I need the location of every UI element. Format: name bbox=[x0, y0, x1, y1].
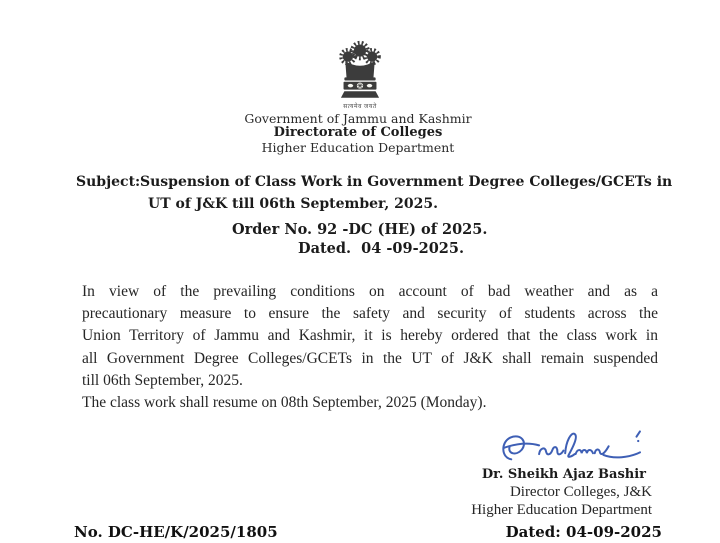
header-directorate-line: Directorate of Colleges bbox=[273, 125, 443, 140]
header-government-line: Government of Jammu and Kashmir bbox=[244, 111, 472, 126]
reference-number: No. DC-HE/K/2025/1805 bbox=[74, 523, 278, 541]
body-line: Union Territory of Jammu and Kashmir, it is hereby ordered that the class work in bbox=[82, 327, 658, 345]
signatory-title: Director Colleges, J&K bbox=[509, 484, 652, 500]
subject-block bbox=[76, 171, 673, 215]
order-number-block bbox=[232, 220, 487, 258]
order-date-line: Dated. 04 -09-2025. bbox=[298, 240, 465, 257]
national-emblem bbox=[0, 40, 720, 106]
ashoka-lion-capital-icon bbox=[334, 40, 386, 101]
subject-label: Subject: bbox=[76, 174, 141, 190]
body-line: precautionary measure to ensure the safety and security of students across the bbox=[82, 305, 658, 323]
header-department-line: Higher Education Department bbox=[261, 140, 455, 155]
body-line: all Government Degree Colleges/GCETs in the UT of J&K shall remain suspended bbox=[82, 349, 658, 367]
order-number-line: Order No. 92 -DC (HE) of 2025. bbox=[232, 221, 488, 238]
signature-block bbox=[392, 428, 652, 519]
signatory-name: Dr. Sheikh Ajaz Bashir bbox=[481, 467, 646, 482]
subject-text bbox=[140, 171, 673, 215]
signatory-department: Higher Education Department bbox=[471, 502, 652, 518]
body-paragraph-1 bbox=[82, 281, 658, 392]
body-paragraph-2: The class work shall resume on 08th September, 2025 (Monday). bbox=[82, 394, 487, 411]
footer-date: Dated: 04-09-2025 bbox=[505, 523, 662, 541]
satyameva-jayate-motto: सत्यमेव जयते bbox=[343, 104, 377, 110]
subject-line-2: UT of J&K till 06th September, 2025. bbox=[148, 196, 438, 212]
body-line: till 06th September, 2025. bbox=[82, 371, 243, 389]
body-line: In view of the prevailing conditions on account of bad weather and as a bbox=[82, 283, 658, 300]
handwritten-signature-icon bbox=[498, 428, 648, 468]
subject-line-1: Suspension of Class Work in Government Degree Colleges/GCETs in bbox=[140, 174, 673, 190]
